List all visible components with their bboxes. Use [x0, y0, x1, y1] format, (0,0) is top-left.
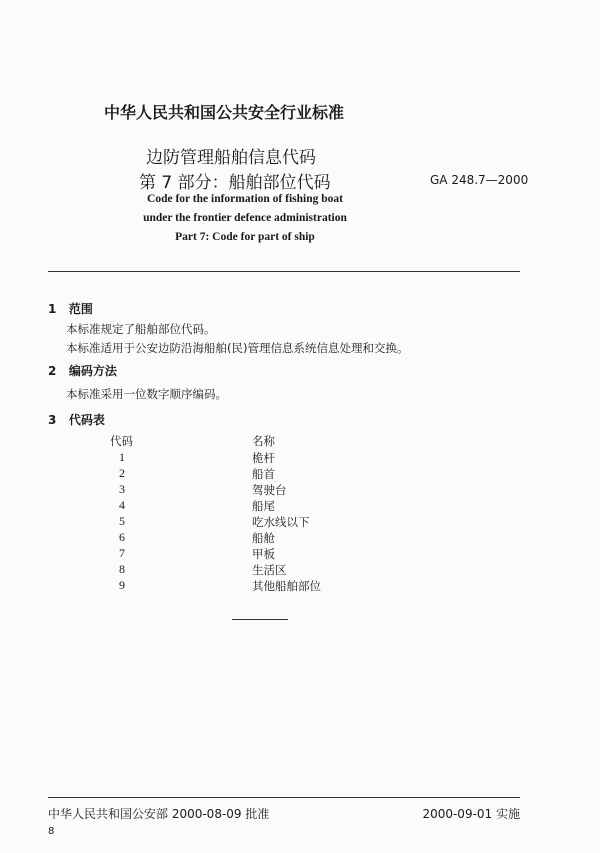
table-row-code: 3 [119, 482, 125, 496]
title-line-1: 边防管理船舶信息代码 [146, 148, 316, 168]
table-row-code: 4 [119, 498, 125, 512]
section-2-para: 本标准采用一位数字顺序编码。 [66, 387, 227, 401]
table-row-name: 其他船舶部位 [252, 579, 321, 593]
implementation-date: 2000-09-01 实施 [422, 807, 520, 821]
standard-category: 中华人民共和国公共安全行业标准 [104, 103, 345, 122]
table-row-code: 1 [119, 450, 125, 464]
end-rule [232, 619, 288, 620]
table-row-code: 9 [119, 578, 125, 592]
table-row-code: 2 [119, 466, 125, 480]
english-title-2: under the frontier defence administration [143, 212, 347, 224]
table-row-code: 8 [119, 562, 125, 576]
table-row-code: 5 [119, 514, 125, 528]
table-row-name: 甲板 [252, 547, 275, 561]
table-header-code: 代码 [110, 434, 133, 448]
section-1-heading: 1 范围 [48, 302, 93, 316]
table-row-name: 桅杆 [252, 451, 275, 465]
footer-divider [48, 797, 520, 798]
issue-date: 中华人民共和国公安部 2000-08-09 批准 [48, 807, 270, 821]
table-row-name: 驾驶台 [252, 483, 287, 497]
table-row-name: 生活区 [252, 563, 287, 577]
english-title-3: Part 7: Code for part of ship [175, 231, 315, 243]
table-row-code: 7 [119, 546, 125, 560]
table-row-name: 船首 [252, 467, 275, 481]
section-1-para-1: 本标准规定了船舶部位代码。 [66, 322, 216, 336]
table-header-name: 名称 [252, 434, 275, 448]
page-number: 8 [48, 826, 55, 837]
table-row-name: 船舱 [252, 531, 275, 545]
table-row-name: 船尾 [252, 499, 275, 513]
section-1-para-2: 本标准适用于公安边防沿海船舶(民)管理信息系统信息处理和交换。 [66, 341, 409, 355]
table-row-name: 吃水线以下 [252, 515, 310, 529]
title-line-2: 第 7 部分：船舶部位代码 [139, 173, 331, 193]
section-3-heading: 3 代码表 [48, 413, 105, 427]
english-title-1: Code for the information of fishing boat [147, 193, 343, 205]
section-2-heading: 2 编码方法 [48, 364, 117, 378]
standard-number: GA 248.7—2000 [430, 173, 529, 187]
header-divider [48, 271, 520, 272]
table-row-code: 6 [119, 530, 125, 544]
